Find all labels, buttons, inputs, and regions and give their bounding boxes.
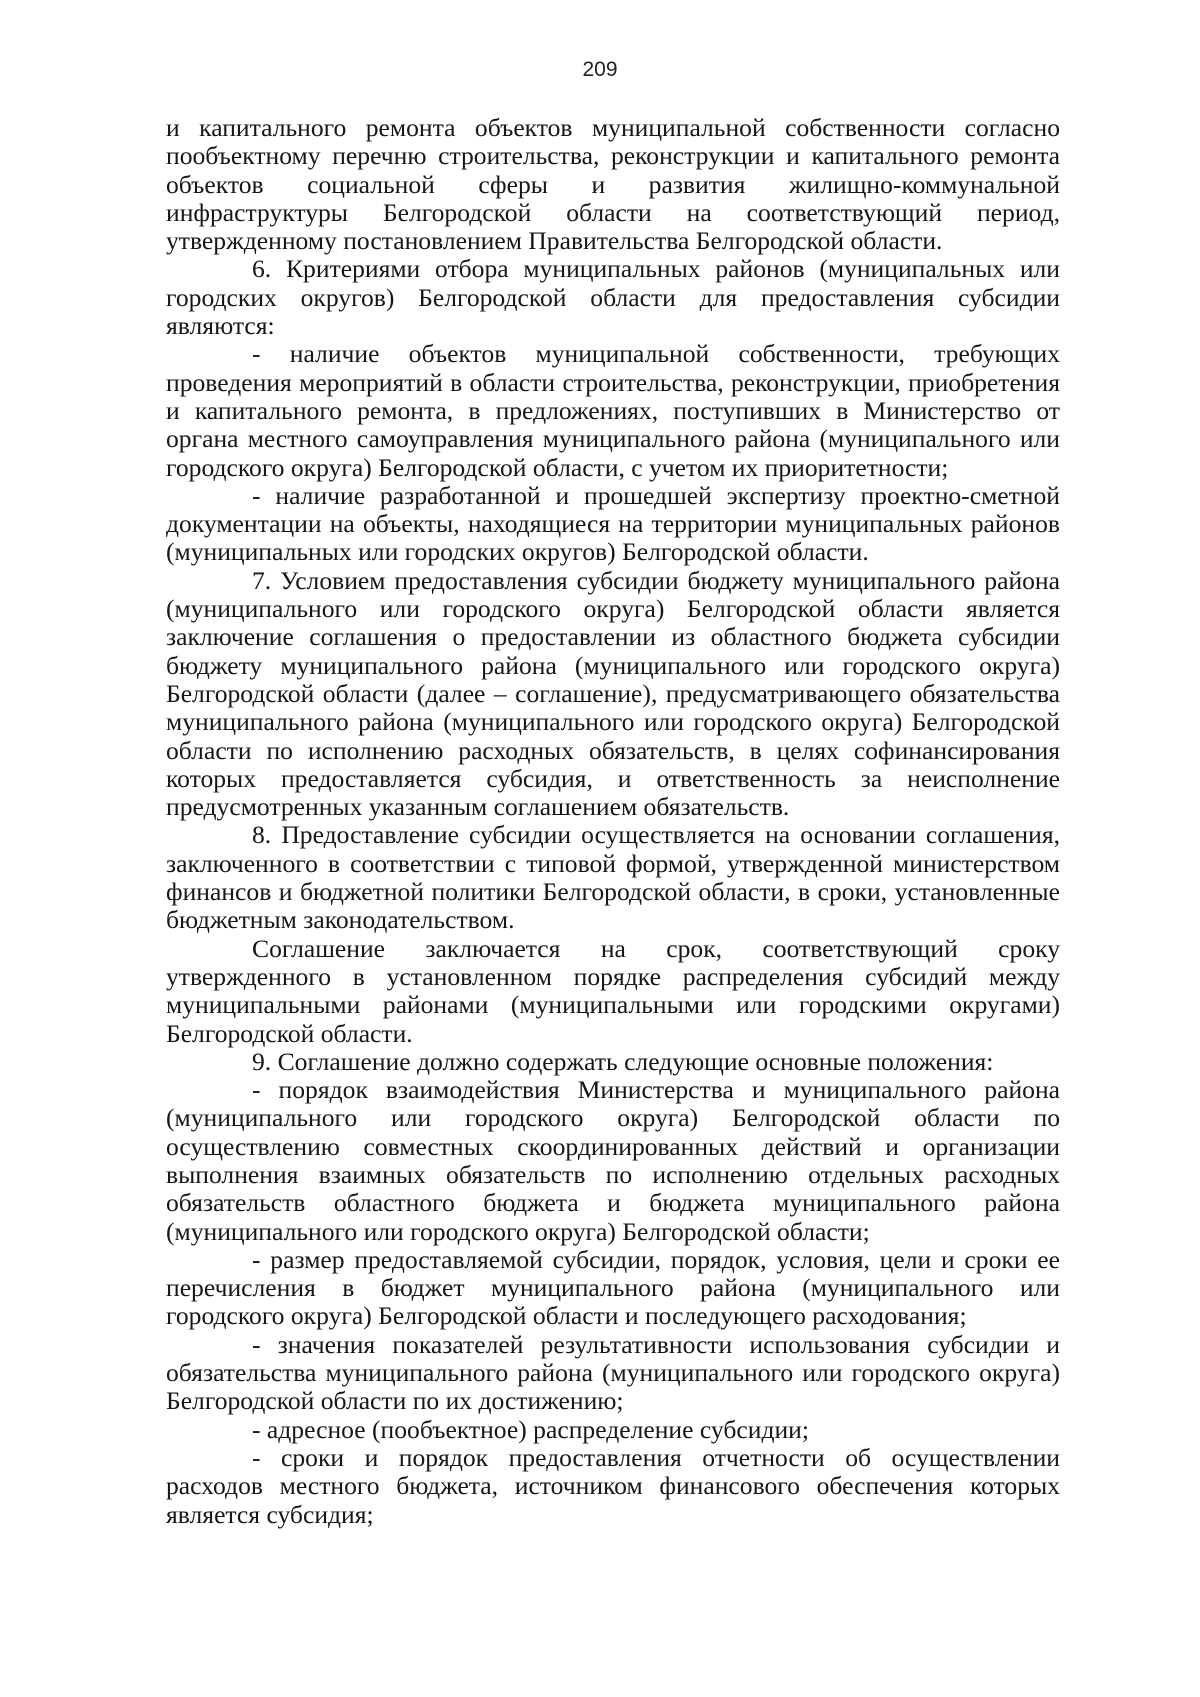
page-number: 209: [582, 58, 618, 81]
paragraph-agreement-term: Соглашение заключается на срок, соответствующий сроку утвержденного в установленном порядке распределения субсидий между муниципальными районами (муниципальными или городскими округами) Белгородской области.: [166, 933, 1060, 1048]
paragraph-item-8: 8. Предоставление субсидии осуществляется на основании соглашения, заключенного в соответствии с типовой формой, утвержденной министерством финансов и бюджетной политики Белгородской области, в сроки, установленные бюджетным законодательством.: [166, 820, 1060, 935]
document-body: [166, 114, 1060, 1529]
paragraph-item-9: 9. Соглашение должно содержать следующие основные положения:: [252, 1046, 994, 1076]
paragraph-continuation: и капитального ремонта объектов муниципальной собственности согласно пообъектному перечню строительства, реконструкции и капитального ремонта объектов социальной сферы и развития жилищно-коммунальной инфраструктуры Белгородской области на соответствующий период, утвержденному постановлением Правительства Белгородской области.: [166, 113, 1060, 256]
paragraph-provision-5: - сроки и порядок предоставления отчетности об осуществлении расходов местного бюджета, источником финансового обеспечения которых является субсидия;: [166, 1442, 1060, 1529]
paragraph-item-7: 7. Условием предоставления субсидии бюджету муниципального района (муниципального или городского округа) Белгородской области является заключение соглашения о предоставлении из областного бюджета субсидии бюджету муниципального района (муниципального или городского округа) Белгородской области (далее – соглашение), предусматривающего обязательства муниципального района (муниципального или городского округа) Белгородской области по исполнению расходных обязательств, в целях софинансирования которых предоставляется субсидия, и ответственность за неисполнение предусмотренных указанным соглашением обязательств.: [166, 565, 1060, 822]
paragraph-criteria-1: - наличие объектов муниципальной собственности, требующих проведения мероприятий в области строительства, реконструкции, приобретения и капитального ремонта, в предложениях, поступивших в Министерство от органа местного самоуправления муниципального района (муниципального или городского округа) Белгородской области, с учетом их приоритетности;: [166, 339, 1060, 482]
paragraph-provision-3: - значения показателей результативности использования субсидии и обязательства муниципального района (муниципального или городского округа) Белгородской области по их достижению;: [166, 1329, 1060, 1416]
paragraph-criteria-2: - наличие разработанной и прошедшей экспертизу проектно-сметной документации на объекты, находящиеся на территории муниципальных районов (муниципальных или городских округов) Белгородской области.: [166, 480, 1060, 567]
paragraph-provision-4: - адресное (пообъектное) распределение субсидии;: [252, 1414, 809, 1444]
paragraph-provision-1: - порядок взаимодействия Министерства и муниципального района (муниципального или городского округа) Белгородской области по осуществлению совместных скоординированных действий и организации выполнения взаимных обязательств по исполнению отдельных расходных обязательств областного бюджета и бюджета муниципального района (муниципального или городского округа) Белгородской области;: [166, 1075, 1060, 1246]
paragraph-item-6: 6. Критериями отбора муниципальных районов (муниципальных или городских округов) Белгородской области для предоставления субсидии являются:: [166, 254, 1060, 341]
paragraph-provision-2: - размер предоставляемой субсидии, порядок, условия, цели и сроки ее перечисления в бюджет муниципального района (муниципального или городского округа) Белгородской области и последующего расходования;: [166, 1244, 1060, 1331]
